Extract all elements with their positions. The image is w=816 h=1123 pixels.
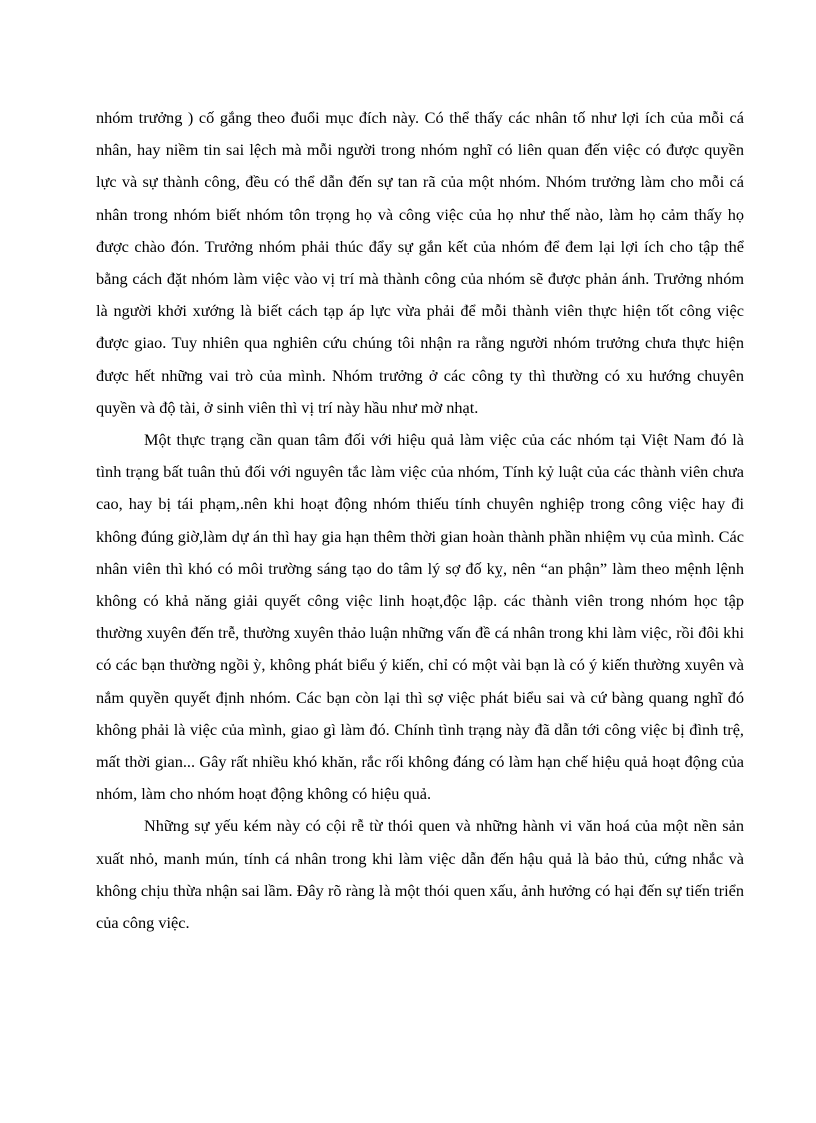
paragraph-1: nhóm trưởng ) cố gắng theo đuổi mục đích này. Có thể thấy các nhân tố như lợi ích của mỗi cá nhân, hay niềm tin sai lệch mà mỗi người trong nhóm nghĩ có liên quan đến việc có được quyền lực và sự thành công, đều có thể dẫn đến sự tan rã của một nhóm. Nhóm trưởng làm cho mỗi cá nhân trong nhóm biết nhóm tôn trọng họ và công việc của họ như thế nào, làm họ cảm thấy họ được chào đón. Trưởng nhóm phải thúc đẩy sự gắn kết của nhóm để đem lại lợi ích cho tập thể bằng cách đặt nhóm làm việc vào vị trí mà thành công của nhóm sẽ được phản ánh. Trưởng nhóm là người khởi xướng là biết cách tạp áp lực vừa phải để mỗi thành viên thực hiện tốt công việc được giao. Tuy nhiên qua nghiên cứu chúng tôi nhận ra rằng người nhóm trưởng chưa thực hiện được hết những vai trò của mình. Nhóm trưởng ở các công ty thì thường có xu hướng chuyên quyền và độ tài, ở sinh viên thì vị trí này hầu như mờ nhạt. [96, 108, 744, 417]
paragraph-2: Một thực trạng cần quan tâm đối với hiệu quả làm việc của các nhóm tại Việt Nam đó là tình trạng bất tuân thủ đối với nguyên tắc làm việc của nhóm, Tính kỷ luật của các thành viên chưa cao, hay bị tái phạm,.nên khi hoạt động nhóm thiếu tính chuyên nghiệp trong công việc hay đi không đúng giờ,làm dự án thì hay gia hạn thêm thời gian hoàn thành phần nhiệm vụ của mình. Các nhân viên thì khó có môi trường sáng tạo do tâm lý sợ đố kỵ, nên “an phận” làm theo mệnh lệnh không có khả năng giải quyết công việc linh hoạt,độc lập. các thành viên trong nhóm học tập thường xuyên đến trễ, thường xuyên thảo luận những vấn đề cá nhân trong khi làm việc, rồi đôi khi có các bạn thường ngồi ỳ, không phát biểu ý kiến, chỉ có một vài bạn là có ý kiến thường xuyên và nắm quyền quyết định nhóm. Các bạn còn lại thì sợ việc phát biểu sai và cứ bàng quang nghĩ đó không phải là việc của mình, giao gì làm đó. Chính tình trạng này đã dẫn tới công việc bị đình trệ, mất thời gian... Gây rất nhiều khó khăn, rắc rối không đáng có làm hạn chế hiệu quả hoạt động của nhóm, làm cho nhóm hoạt động không có hiệu quả. [96, 430, 744, 804]
body-text [96, 102, 744, 939]
paragraph-3: Những sự yếu kém này có cội rễ từ thói quen và những hành vi văn hoá của một nền sản xuất nhỏ, manh mún, tính cá nhân trong khi làm việc dẫn đến hậu quả là bảo thủ, cứng nhắc và không chịu thừa nhận sai lầm. Đây rõ ràng là một thói quen xấu, ảnh hưởng có hại đến sự tiến triển của công việc. [96, 816, 744, 933]
